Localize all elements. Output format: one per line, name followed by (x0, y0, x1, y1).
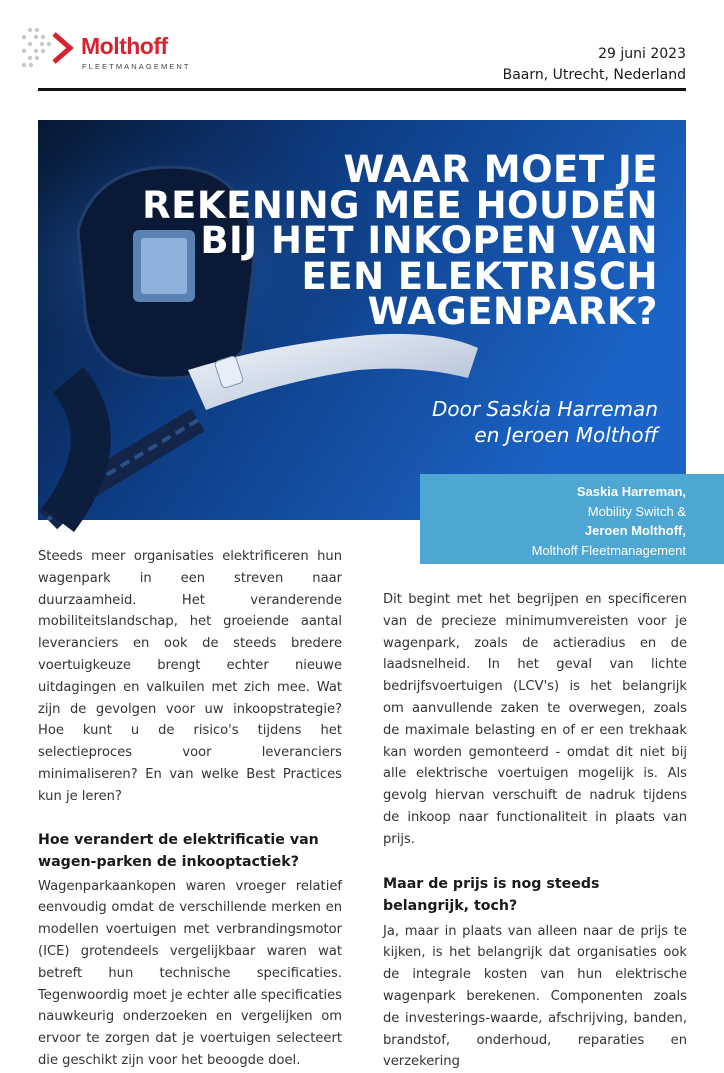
section-paragraph-1: Wagenparkaankopen waren vroeger relatief eenvoudig omdat de verschillende merken en modellen voertuigen met verbrandingsmotor (ICE) grotendeels vergelijkbaar waren wat betreft hun technische specificaties. Tegenwoordig moet je echter alle specificaties nauwkeurig onderzoeken en vergelijken om ervoor te zorgen dat je voertuigen selecteert die geschikt zijn voor het beoogde doel. (38, 878, 342, 1068)
document-date: 29 juni 2023 (598, 46, 686, 62)
byline-line-2: en Jeroen Molthoff (474, 423, 658, 447)
author-name-1: Saskia Harreman, (576, 484, 686, 499)
author-info-box (420, 474, 724, 564)
right-column (383, 589, 687, 1073)
article-title: WAAR MOET JE REKENING MEE HOUDEN BIJ HET INKOPEN VAN EEN ELEKTRISCH WAGENPARK? (142, 148, 658, 333)
brand-name: Molthoff (81, 33, 168, 59)
byline-line-1: Door Saskia Harreman (431, 397, 658, 421)
intro-paragraph: Steeds meer organisaties elektrificeren hun wagenpark in een streven naar duurzaamheid. Het veranderende mobiliteitslandschap, het groeiende aantal leveranciers en ook de steeds bredere voertuigkeuze brengt echter nieuwe uitdagingen en valkuilen met zich mee. Wat zijn de gevolgen voor uw inkoopstrategie? Hoe kunt u de risico's tijdens het selectieproces voor leveranciers minimaliseren? En van welke Best Practices kun je leren? (38, 549, 342, 804)
section-heading-2: Maar de prijs is nog steeds belangrijk, toch? (383, 875, 600, 914)
brand-logo (22, 24, 212, 84)
brand-subtitle: FLEETMANAGEMENT (82, 62, 191, 71)
author-name-2: Jeroen Molthoff, (584, 523, 686, 538)
document-location: Baarn, Utrecht, Nederland (502, 67, 686, 83)
article-byline (432, 396, 658, 448)
document-meta (503, 44, 686, 86)
logo-chevrons-icon (22, 24, 80, 82)
author-org-1: Mobility Switch & (587, 503, 686, 519)
hero-image (38, 120, 686, 520)
section-heading-1: Hoe verandert de elektrificatie van wagen-parken de inkooptactiek? (38, 831, 319, 870)
author-org-2: Molthoff Fleetmanagement (531, 542, 686, 558)
left-column (38, 546, 342, 1072)
right-paragraph-1: Dit begint met het begrijpen en specificeren van de precieze minimumvereisten voor je wagenpark, zoals de actieradius en de laadsnelheid. In het geval van lichte bedrijfsvoertuigen (LCV's) is het belangrijk om aanvullende zaken te overwegen, zoals de maximale belasting en of er een trekhaak kan worden gemonteerd - omdat dit niet bij alle elektrische voertuigen mogelijk is. Als gevolg hiervan verschuift de nadruk tijdens de inkoop naar functionaliteit in plaats van prijs. (383, 592, 687, 847)
header-divider (38, 88, 686, 91)
section-paragraph-2: Ja, maar in plaats van alleen naar de prijs te kijken, is het belangrijk dat organisaties ook de integrale kosten van hun elektrische wagenpark berekenen. Componenten zoals de investerings-waarde, afschrijving, banden, brandstof, onderhoud, reparaties en verzekering (383, 923, 687, 1070)
